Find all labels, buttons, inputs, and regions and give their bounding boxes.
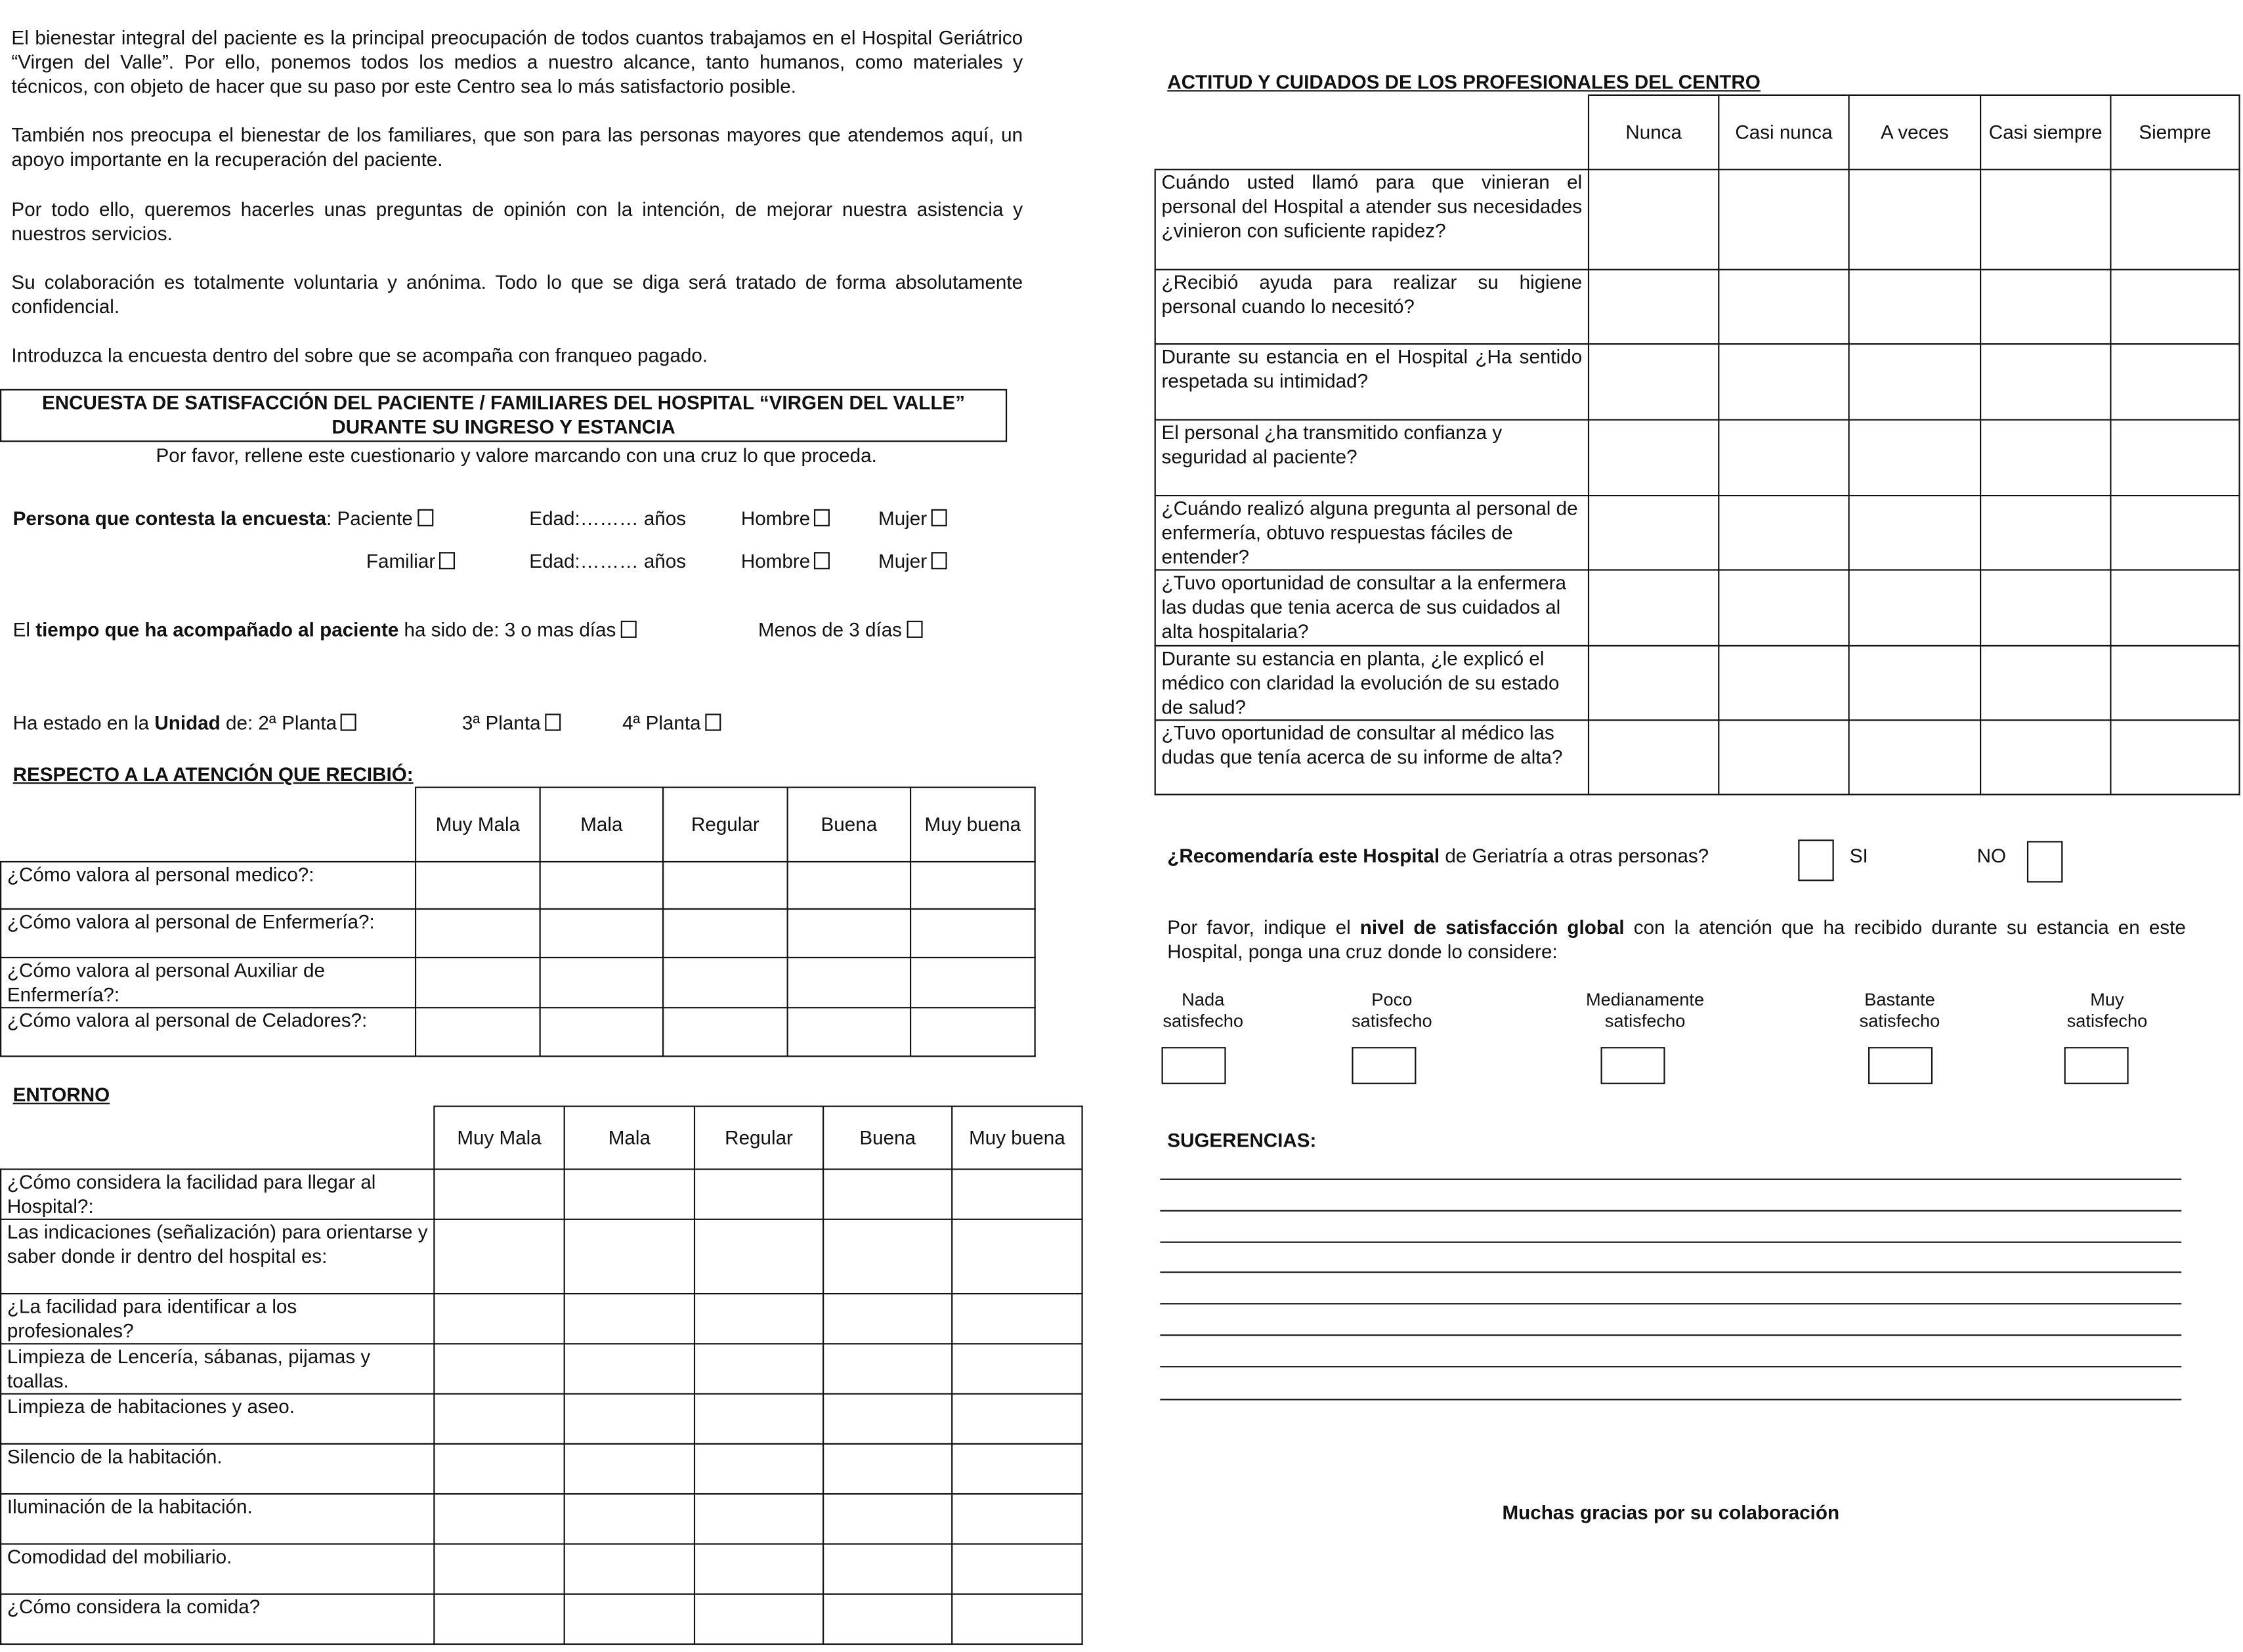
tiempo-text: El (12, 619, 36, 641)
answer-cell[interactable] (952, 1219, 1082, 1294)
question-cell: ¿La facilidad para identificar a los profesionales? (1, 1294, 434, 1344)
header-blank-cell (1155, 95, 1589, 169)
column-header: Muy Mala (416, 788, 540, 862)
respondent-label: Persona que contesta la encuesta (12, 507, 327, 530)
survey-title: ENCUESTA DE SATISFACCIÓN DEL PACIENTE / FAMILIARES DEL HOSPITAL “VIRGEN DEL VALLE” DURANTE SU INGRESO Y ESTANCIA (0, 389, 1007, 442)
answer-cell[interactable] (910, 909, 1035, 958)
answer-cell[interactable] (1849, 344, 1980, 419)
column-header: Nunca (1589, 95, 1719, 169)
answer-cell[interactable] (434, 1219, 564, 1294)
question-cell: ¿Cómo valora al personal medico?: (1, 862, 416, 909)
table-header-row (1, 788, 1035, 862)
answer-cell[interactable] (565, 1544, 694, 1594)
satisfaction-checkbox[interactable] (1601, 1047, 1665, 1084)
question-cell: ¿Cuándo realizó alguna pregunta al personal de enfermería, obtuvo respuestas fáciles de entender? (1155, 496, 1589, 570)
table-row (1, 1294, 1082, 1344)
satisfaction-label-line: satisfecho (1604, 1011, 1686, 1032)
answer-cell[interactable] (823, 1394, 952, 1444)
answer-cell[interactable] (1589, 169, 1719, 270)
answer-cell[interactable] (1589, 646, 1719, 720)
answer-cell[interactable] (1719, 344, 1848, 419)
answer-cell[interactable] (540, 862, 663, 909)
answer-cell[interactable] (434, 1544, 564, 1594)
answer-cell[interactable] (694, 1294, 823, 1344)
answer-cell[interactable] (694, 1344, 823, 1393)
table-row (1, 1394, 1082, 1444)
question-cell: Limpieza de Lencería, sábanas, pijamas y toallas. (1, 1344, 434, 1393)
answer-cell[interactable] (434, 1169, 564, 1219)
column-header: Casi siempre (1980, 95, 2110, 169)
answer-cell[interactable] (1719, 646, 1848, 720)
answer-cell[interactable] (952, 1544, 1082, 1594)
table-row (1, 1444, 1082, 1494)
answer-cell[interactable] (434, 1444, 564, 1494)
answer-cell[interactable] (694, 1444, 823, 1494)
unidad-option-4 (622, 711, 721, 735)
respondent-row-patient (13, 506, 433, 530)
column-header: Siempre (2110, 95, 2239, 169)
answer-cell[interactable] (910, 1007, 1035, 1056)
table-row (1, 1169, 1082, 1219)
tiempo-row (13, 618, 636, 642)
answer-cell[interactable] (823, 1169, 952, 1219)
question-cell: Durante su estancia en planta, ¿le explicó el médico con claridad la evolución de su estado de salud? (1155, 646, 1589, 720)
unidad-checkbox-3[interactable] (545, 713, 561, 731)
table-header-row (1, 1107, 1082, 1170)
table-row (1, 1219, 1082, 1294)
satisfaction-label (2057, 990, 2158, 1032)
answer-cell[interactable] (1719, 496, 1848, 570)
answer-cell[interactable] (788, 909, 910, 958)
answer-cell[interactable] (565, 1394, 694, 1444)
answer-cell[interactable] (565, 1219, 694, 1294)
answer-cell[interactable] (2110, 169, 2239, 270)
answer-cell[interactable] (1589, 420, 1719, 496)
hombre-checkbox[interactable] (815, 509, 830, 526)
answer-cell[interactable] (416, 909, 540, 958)
question-cell: ¿Cómo considera la facilidad para llegar al Hospital?: (1, 1169, 434, 1219)
answer-cell[interactable] (823, 1294, 952, 1344)
intro-paragraph: Introduzca la encuesta dentro del sobre que se acompaña con franqueo pagado. (11, 345, 708, 366)
thanks-text: Muchas gracias por su colaboración (1502, 1502, 1840, 1523)
suggestion-line[interactable] (1160, 1179, 2181, 1180)
hombre-option (741, 506, 830, 530)
hombre-label: Hombre (740, 550, 811, 572)
satisfaction-label-line: satisfecho (1352, 1011, 1432, 1032)
paciente-label: : Paciente (326, 507, 413, 530)
intro-paragraph: Por todo ello, queremos hacerles unas preguntas de opinión con la intención, de mejorar nuestra asistencia y nuestros servicios. (11, 198, 1023, 245)
table-row (1155, 570, 2240, 645)
satisfaction-label-line: Bastante (1864, 990, 1935, 1010)
mujer-checkbox[interactable] (931, 509, 947, 526)
suggestion-line[interactable] (1160, 1366, 2181, 1367)
answer-cell[interactable] (1589, 270, 1719, 344)
satisfaction-label (1344, 990, 1439, 1032)
hombre-label: Hombre (740, 507, 811, 530)
edad-field[interactable]: Edad:……… años (529, 550, 687, 572)
tiempo-bold: tiempo que ha acompañado al paciente (35, 619, 399, 641)
global-text: Por favor, indique el (1167, 916, 1360, 939)
satisfaction-label-line: satisfecho (1163, 1011, 1244, 1032)
tiempo-option-1: ha sido de: 3 o mas días (398, 619, 616, 641)
answer-cell[interactable] (434, 1394, 564, 1444)
answer-cell[interactable] (2110, 720, 2239, 794)
answer-cell[interactable] (1980, 646, 2110, 720)
table-row (1155, 344, 2240, 419)
recommend-text: de Geriatría a otras personas? (1440, 845, 1709, 867)
answer-cell[interactable] (1589, 496, 1719, 570)
answer-cell[interactable] (1849, 420, 1980, 496)
answer-cell[interactable] (1980, 420, 2110, 496)
answer-cell[interactable] (694, 1169, 823, 1219)
answer-cell[interactable] (540, 1007, 663, 1056)
entorno-table (0, 1106, 1083, 1645)
answer-cell[interactable] (540, 909, 663, 958)
answer-cell[interactable] (540, 958, 663, 1007)
table-row (1155, 646, 2240, 720)
column-header: Muy buena (910, 788, 1035, 862)
answer-cell[interactable] (565, 1169, 694, 1219)
intro-paragraph: Su colaboración es totalmente voluntaria y anónima. Todo lo que se diga será tratado de forma absolutamente confidencial. (11, 272, 1023, 318)
answer-cell[interactable] (2110, 344, 2239, 419)
recommend-yes-label: SI (1849, 845, 1868, 867)
table-row (1155, 169, 2240, 270)
header-blank-cell (1, 1107, 434, 1170)
answer-cell[interactable] (1719, 420, 1848, 496)
unidad-checkbox-2[interactable] (341, 713, 357, 731)
tiempo-checkbox-1[interactable] (620, 621, 636, 638)
answer-cell[interactable] (416, 1007, 540, 1056)
recommend-no-checkbox[interactable] (2027, 841, 2062, 882)
question-cell: ¿Tuvo oportunidad de consultar al médico las dudas que tenía acerca de su informe de alta? (1155, 720, 1589, 794)
tiempo-option-2 (758, 618, 922, 642)
answer-cell[interactable] (1849, 169, 1980, 270)
answer-cell[interactable] (416, 862, 540, 909)
answer-cell[interactable] (565, 1294, 694, 1344)
hombre-checkbox[interactable] (815, 552, 830, 569)
satisfaction-label-line: Medianamente (1585, 990, 1705, 1010)
answer-cell[interactable] (1719, 720, 1848, 794)
answer-cell[interactable] (694, 1394, 823, 1444)
column-header: Regular (663, 788, 788, 862)
satisfaction-checkbox[interactable] (1352, 1047, 1416, 1084)
answer-cell[interactable] (694, 1544, 823, 1594)
answer-cell[interactable] (1719, 570, 1848, 645)
answer-cell[interactable] (565, 1344, 694, 1393)
answer-cell[interactable] (1980, 169, 2110, 270)
unidad-option-2: de: 2ª Planta (220, 712, 337, 734)
suggestions-heading: SUGERENCIAS: (1167, 1130, 1317, 1152)
recommend-bold: ¿Recomendaría este Hospital (1167, 845, 1440, 867)
table-row (1, 909, 1035, 958)
answer-cell[interactable] (1980, 496, 2110, 570)
answer-cell[interactable] (1980, 570, 2110, 645)
table-row (1155, 270, 2240, 344)
answer-cell[interactable] (952, 1494, 1082, 1544)
answer-cell[interactable] (952, 1394, 1082, 1444)
answer-cell[interactable] (823, 1594, 952, 1644)
mujer-option (878, 506, 947, 530)
suggestion-line[interactable] (1160, 1210, 2181, 1212)
answer-cell[interactable] (1849, 270, 1980, 344)
answer-cell[interactable] (663, 1007, 788, 1056)
unidad-option-3-label: 3ª Planta (461, 712, 541, 734)
question-cell: ¿Cómo considera la comida? (1, 1594, 434, 1644)
mujer-label: Mujer (878, 507, 928, 530)
hombre-option (741, 549, 830, 574)
answer-cell[interactable] (1980, 344, 2110, 419)
satisfaction-label (1160, 990, 1246, 1032)
table-row (1155, 720, 2240, 794)
answer-cell[interactable] (2110, 646, 2239, 720)
answer-cell[interactable] (788, 1007, 910, 1056)
instructions: Por favor, rellene este cuestionario y valore marcando con una cruz lo que proceda. (156, 444, 877, 467)
answer-cell[interactable] (434, 1594, 564, 1644)
column-header: A veces (1849, 95, 1980, 169)
question-cell: Cuándo usted llamó para que vinieran el personal del Hospital a atender sus necesidades ¿vinieron con suficiente rapidez? (1155, 169, 1589, 270)
answer-cell[interactable] (2110, 496, 2239, 570)
recommend-yes-checkbox[interactable] (1798, 839, 1833, 881)
section-heading: ENTORNO (12, 1084, 110, 1106)
intro-paragraph: También nos preocupa el bienestar de los familiares, que son para las personas mayores que atendemos aquí, un apoyo importante en la recuperación del paciente. (11, 124, 1023, 171)
answer-cell[interactable] (952, 1444, 1082, 1494)
global-question (1167, 916, 2186, 964)
recommend-question (1167, 844, 1709, 868)
unidad-text: Ha estado en la (12, 712, 155, 734)
column-header: Mala (540, 788, 663, 862)
question-cell: Iluminación de la habitación. (1, 1494, 434, 1544)
answer-cell[interactable] (910, 958, 1035, 1007)
unidad-checkbox-4[interactable] (705, 713, 721, 731)
satisfaction-checkbox[interactable] (1162, 1047, 1226, 1084)
question-cell: El personal ¿ha transmitido confianza y seguridad al paciente? (1155, 420, 1589, 496)
section-heading: ACTITUD Y CUIDADOS DE LOS PROFESIONALES DEL CENTRO (1167, 71, 1761, 93)
unidad-option-3 (462, 711, 561, 735)
mujer-checkbox[interactable] (931, 552, 947, 569)
satisfaction-label-line: Muy (2090, 990, 2124, 1010)
column-header: Buena (788, 788, 910, 862)
paciente-checkbox[interactable] (417, 509, 433, 526)
table-row (1, 1594, 1082, 1644)
intro-paragraph: El bienestar integral del paciente es la principal preocupación de todos cuantos trabajamos en el Hospital Geriátrico “Virgen del Valle”. Por ello, ponemos todos los medios a nuestro alcance, tanto humanos, como materiales y técnicos, con objeto de hacer que su paso por este Centro sea lo más satisfactorio posible. (11, 27, 1023, 98)
answer-cell[interactable] (823, 1444, 952, 1494)
question-cell: ¿Tuvo oportunidad de consultar a la enfermera las dudas que tenia acerca de sus cuidados al alta hospitalaria? (1155, 570, 1589, 645)
table-row (1155, 496, 2240, 570)
answer-cell[interactable] (823, 1219, 952, 1294)
answer-cell[interactable] (1589, 720, 1719, 794)
atencion-table (0, 787, 1036, 1057)
mujer-label: Mujer (878, 550, 928, 572)
unidad-bold: Unidad (154, 712, 221, 734)
question-cell: Limpieza de habitaciones y aseo. (1, 1394, 434, 1444)
satisfaction-label-line: Poco (1371, 990, 1413, 1010)
tiempo-option-2-label: Menos de 3 días (758, 619, 903, 641)
answer-cell[interactable] (952, 1344, 1082, 1393)
answer-cell[interactable] (663, 909, 788, 958)
tiempo-checkbox-2[interactable] (907, 621, 922, 638)
answer-cell[interactable] (1719, 169, 1848, 270)
answer-cell[interactable] (694, 1594, 823, 1644)
unidad-row (13, 711, 357, 735)
answer-cell[interactable] (694, 1494, 823, 1544)
answer-cell[interactable] (823, 1494, 952, 1544)
answer-cell[interactable] (1849, 646, 1980, 720)
column-header: Buena (823, 1107, 952, 1170)
answer-cell[interactable] (1849, 570, 1980, 645)
answer-cell[interactable] (1980, 720, 2110, 794)
question-cell: Silencio de la habitación. (1, 1444, 434, 1494)
answer-cell[interactable] (788, 862, 910, 909)
edad-field[interactable]: Edad:……… años (529, 507, 687, 530)
satisfaction-checkbox[interactable] (2064, 1047, 2129, 1084)
global-bold: nivel de satisfacción global (1359, 916, 1625, 939)
satisfaction-label-line: satisfecho (2066, 1011, 2148, 1032)
answer-cell[interactable] (565, 1494, 694, 1544)
satisfaction-label-line: Nada (1182, 990, 1225, 1010)
table-row (1, 958, 1035, 1007)
satisfaction-label (1581, 990, 1709, 1032)
section-heading: RESPECTO A LA ATENCIÓN QUE RECIBIÓ: (12, 763, 414, 786)
answer-cell[interactable] (823, 1344, 952, 1393)
satisfaction-checkbox[interactable] (1868, 1047, 1933, 1084)
satisfaction-label (1854, 990, 1945, 1032)
suggestion-line[interactable] (1160, 1303, 2181, 1304)
suggestion-line[interactable] (1160, 1399, 2181, 1400)
question-cell: ¿Recibió ayuda para realizar su higiene personal cuando lo necesitó? (1155, 270, 1589, 344)
column-header: Mala (565, 1107, 694, 1170)
answer-cell[interactable] (1849, 720, 1980, 794)
column-header: Regular (694, 1107, 823, 1170)
question-cell: Comodidad del mobiliario. (1, 1544, 434, 1594)
table-row (1, 1344, 1082, 1393)
answer-cell[interactable] (1589, 570, 1719, 645)
answer-cell[interactable] (416, 958, 540, 1007)
answer-cell[interactable] (1980, 270, 2110, 344)
answer-cell[interactable] (434, 1294, 564, 1344)
suggestion-line[interactable] (1160, 1271, 2181, 1273)
mujer-option (878, 549, 947, 574)
actitud-table (1155, 95, 2240, 795)
answer-cell[interactable] (952, 1594, 1082, 1644)
answer-cell[interactable] (1589, 344, 1719, 419)
familiar-label: Familiar (366, 550, 436, 572)
suggestion-line[interactable] (1160, 1334, 2181, 1336)
satisfaction-label-line: satisfecho (1859, 1011, 1940, 1032)
question-cell: Las indicaciones (señalización) para orientarse y saber donde ir dentro del hospital es: (1, 1219, 434, 1294)
answer-cell[interactable] (2110, 570, 2239, 645)
answer-cell[interactable] (1849, 496, 1980, 570)
question-cell: ¿Cómo valora al personal de Enfermería?: (1, 909, 416, 958)
answer-cell[interactable] (2110, 420, 2239, 496)
answer-cell[interactable] (663, 958, 788, 1007)
recommend-no-label: NO (1976, 845, 2007, 867)
table-row (1, 1494, 1082, 1544)
question-cell: ¿Cómo valora al personal de Celadores?: (1, 1007, 416, 1056)
question-cell: ¿Cómo valora al personal Auxiliar de Enfermería?: (1, 958, 416, 1007)
answer-cell[interactable] (2110, 270, 2239, 344)
unidad-option-4-label: 4ª Planta (622, 712, 701, 734)
answer-cell[interactable] (910, 862, 1035, 909)
answer-cell[interactable] (565, 1444, 694, 1494)
familiar-checkbox[interactable] (440, 552, 456, 569)
answer-cell[interactable] (663, 862, 788, 909)
answer-cell[interactable] (434, 1494, 564, 1544)
answer-cell[interactable] (694, 1219, 823, 1294)
table-row (1, 1544, 1082, 1594)
answer-cell[interactable] (952, 1294, 1082, 1344)
table-row (1, 862, 1035, 909)
answer-cell[interactable] (1719, 270, 1848, 344)
suggestion-line[interactable] (1160, 1242, 2181, 1243)
column-header: Muy Mala (434, 1107, 564, 1170)
table-header-row (1155, 95, 2240, 169)
table-row (1, 1007, 1035, 1056)
answer-cell[interactable] (823, 1544, 952, 1594)
table-row (1155, 420, 2240, 496)
question-cell: Durante su estancia en el Hospital ¿Ha sentido respetada su intimidad? (1155, 344, 1589, 419)
header-blank-cell (1, 788, 416, 862)
column-header: Casi nunca (1719, 95, 1848, 169)
answer-cell[interactable] (434, 1344, 564, 1393)
global-text: con la atención que ha recibido durante su estancia en este Hospital, ponga una cruz donde lo considere: (1167, 916, 2186, 963)
answer-cell[interactable] (952, 1169, 1082, 1219)
answer-cell[interactable] (788, 958, 910, 1007)
column-header: Muy buena (952, 1107, 1082, 1170)
answer-cell[interactable] (565, 1594, 694, 1644)
familiar-option (366, 549, 456, 574)
